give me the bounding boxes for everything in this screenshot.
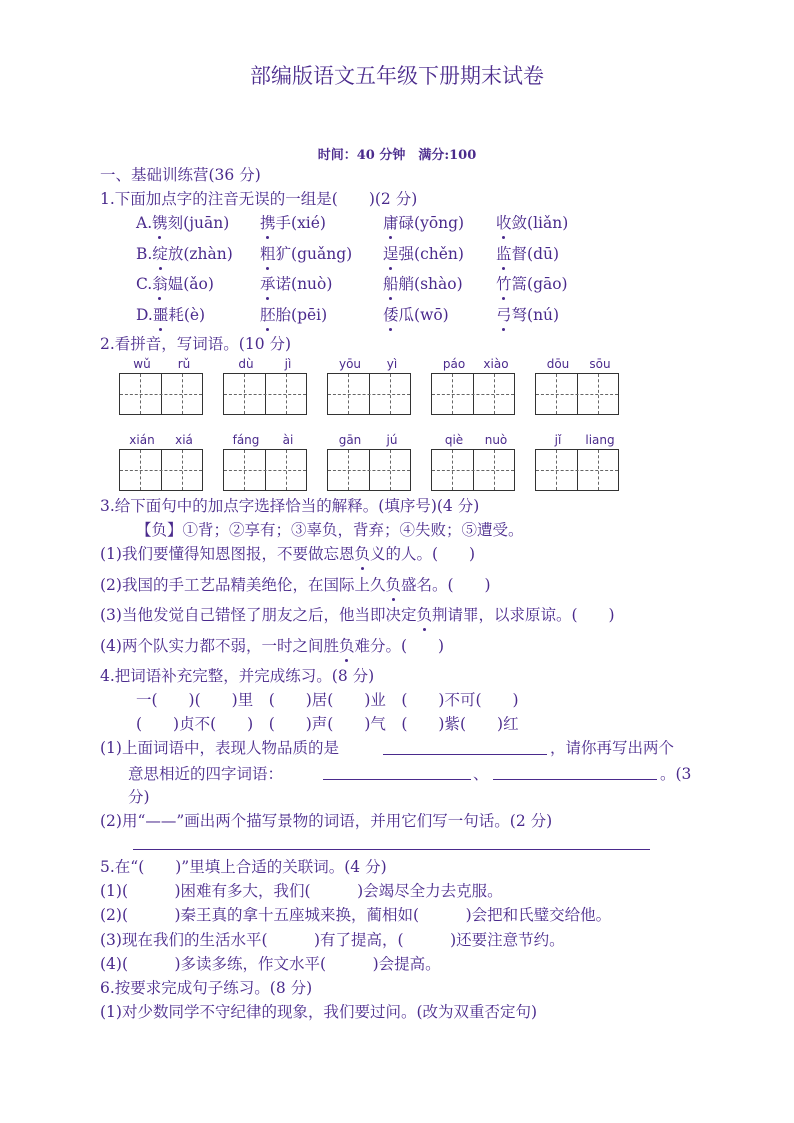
q1-word-rest: 耗(è) — [168, 305, 206, 324]
q1-word-rest: 瓜(wō) — [398, 305, 449, 324]
q3-text: 义的人。( ) — [369, 545, 476, 563]
q3-stem: 3.给下面句中的加点字选择恰当的解释。(填序号)(4 分) — [100, 497, 480, 515]
grid-line — [224, 394, 306, 395]
q3-text: (2)我国的手工艺品精美绝伦，在国际上久 — [100, 575, 386, 594]
exam-meta: 时间：40 分钟 满分:100 — [317, 148, 477, 163]
pinyin-syllable: nuò — [484, 433, 508, 447]
grid-line — [244, 450, 245, 490]
q3-text: 难分。( ) — [354, 636, 445, 655]
q3-text: (3)当他发觉自己错怪了朋友之后，他当即决定 — [100, 606, 417, 624]
writing-box[interactable] — [119, 449, 203, 491]
writing-box[interactable] — [327, 449, 411, 491]
q1-option-word — [383, 242, 464, 264]
pinyin-syllable: yōu — [338, 357, 362, 371]
q1-dotted-char: 携 — [260, 211, 276, 233]
q1-option-word — [260, 242, 352, 264]
grid-line — [328, 470, 410, 471]
q1-dotted-char: 庸 — [383, 211, 399, 233]
writing-box[interactable] — [535, 449, 619, 491]
q1-option-word — [383, 272, 463, 294]
q1-word-rest: 犷(guǎng) — [275, 244, 353, 263]
pinyin-syllable: jì — [284, 357, 292, 371]
q5-sentence: (3)现在我们的生活水平( )有了提高，( )还要注意节约。 — [100, 930, 565, 949]
q5-stem: 5.在“( )”里填上合适的关联词。(4 分) — [100, 858, 387, 876]
grid-line — [452, 450, 453, 490]
q6-stem: 6.按要求完成句子练习。(8 分) — [100, 979, 313, 997]
q3-text: (4)两个队实力都不弱，一时之间胜 — [100, 636, 339, 655]
grid-line — [348, 374, 349, 414]
q1-dotted-char: 翁 — [152, 272, 168, 294]
q1-option-letter: D. — [136, 305, 153, 324]
pinyin-syllable: yì — [386, 357, 398, 371]
grid-line — [598, 374, 599, 414]
q3-text: 荆请罪，以求原谅。( ) — [431, 606, 615, 624]
q1-dotted-char: 倭 — [383, 303, 399, 325]
writing-box[interactable] — [119, 373, 203, 415]
q1-word-rest: 碌(yōng) — [398, 214, 465, 232]
q1-word-rest: 艄(shào) — [398, 275, 463, 293]
q1-option-word — [260, 303, 327, 325]
q1-option-word — [136, 211, 229, 233]
q1-stem: 1.下面加点字的注音无误的一组是( )(2 分) — [100, 190, 418, 208]
page-title: 部编版语文五年级下册期末试卷 — [250, 64, 544, 88]
pinyin-syllable: gān — [338, 433, 362, 447]
grid-line — [328, 394, 410, 395]
q3-sentence — [100, 634, 444, 656]
writing-box[interactable] — [535, 373, 619, 415]
pinyin-syllable: liang — [585, 433, 615, 447]
pinyin-syllable: rǔ — [177, 357, 191, 371]
pinyin-syllable: dōu — [546, 357, 570, 371]
grid-line — [140, 374, 141, 414]
q4-part2-text: (2)用“——”画出两个描写景物的词语，并用它们写一句话。(2 分) — [100, 812, 553, 830]
q4-stem: 4.把词语补充完整，并完成练习。(8 分) — [100, 667, 375, 685]
q1-word-rest: 督(dū) — [511, 244, 560, 263]
grid-line — [182, 374, 183, 414]
q1-option-letter: A. — [136, 214, 153, 232]
q3-dotted-char: 负 — [354, 542, 370, 564]
q1-option-word — [136, 303, 205, 325]
q6-item-1: (1)对少数同学不守纪律的现象，我们要过问。(改为双重否定句) — [100, 1003, 538, 1021]
q1-option-word — [136, 272, 214, 294]
pinyin-syllable: ài — [282, 433, 294, 447]
q1-option-letter: C. — [136, 275, 153, 293]
q1-option-word — [383, 211, 464, 233]
q4-sentence-line[interactable] — [133, 849, 650, 850]
grid-line — [120, 470, 202, 471]
grid-line — [432, 470, 514, 471]
writing-box[interactable] — [223, 373, 307, 415]
writing-box[interactable] — [431, 373, 515, 415]
q1-option-word — [383, 303, 449, 325]
q3-sentence — [100, 573, 491, 595]
q1-option-word — [260, 211, 326, 233]
grid-line — [536, 394, 618, 395]
section-heading: 一、基础训练营(36 分) — [100, 166, 261, 184]
q4-part1-sep: 、 — [473, 765, 489, 783]
grid-line — [244, 374, 245, 414]
q1-dotted-char: 弓 — [496, 303, 512, 325]
grid-line — [494, 450, 495, 490]
q5-sentence: (4)( )多读多练，作文水平( )会提高。 — [100, 954, 441, 973]
q4-part1-text-b: ，请你再写出两个 — [550, 739, 675, 757]
q1-dotted-char: 监 — [496, 242, 512, 264]
q1-option-word — [496, 242, 559, 264]
q3-definition: 【负】①背；②享有；③辜负，背弃；④失败；⑤遭受。 — [136, 521, 524, 539]
q3-sentence — [100, 603, 615, 625]
grid-line — [598, 450, 599, 490]
q3-dotted-char: 负 — [416, 603, 432, 625]
pinyin-syllable: xiá — [175, 433, 193, 447]
q3-text: (1)我们要懂得知恩图报，不要做忘恩 — [100, 545, 355, 563]
q4-part1-text-f: 分) — [128, 788, 150, 806]
grid-line — [494, 374, 495, 414]
q4-part1-text: (1)上面词语中，表现人物品质的是 — [100, 739, 339, 757]
pinyin-syllable: páo — [442, 357, 466, 371]
q5-sentence: (1)( )困难有多大，我们( )会竭尽全力去克服。 — [100, 882, 503, 900]
grid-line — [286, 450, 287, 490]
q4-part1-text-c: 意思相近的四字词语： — [128, 765, 284, 783]
q1-option-word — [496, 211, 568, 233]
pinyin-syllable: xiào — [483, 357, 509, 371]
grid-line — [390, 374, 391, 414]
grid-line — [224, 470, 306, 471]
q1-dotted-char: 绽 — [152, 242, 168, 264]
pinyin-syllable: jú — [386, 433, 398, 447]
pinyin-syllable: xián — [129, 433, 155, 447]
q1-dotted-char: 胚 — [260, 303, 276, 325]
q3-text: 盛名。( ) — [400, 575, 491, 594]
q4-part1-text-e: 。(3 — [660, 765, 692, 783]
q1-dotted-char: 船 — [383, 272, 399, 294]
pinyin-syllable: wǔ — [133, 357, 151, 371]
q1-option-word — [496, 303, 559, 325]
grid-line — [348, 450, 349, 490]
grid-line — [390, 450, 391, 490]
writing-box[interactable] — [327, 373, 411, 415]
q1-dotted-char: 镌 — [152, 211, 168, 233]
grid-line — [556, 374, 557, 414]
q1-word-rest: 篙(gāo) — [511, 275, 568, 293]
q1-dotted-char: 承 — [260, 272, 276, 294]
q1-word-rest: 弩(nú) — [511, 305, 560, 324]
q5-sentence: (2)( )秦王真的拿十五座城来换，蔺相如( )会把和氏璧交给他。 — [100, 906, 612, 925]
pinyin-syllable: fáng — [232, 433, 260, 447]
q1-word-rest: 胎(pēi) — [275, 305, 328, 324]
q1-option-word — [260, 272, 332, 294]
q1-word-rest: 放(zhàn) — [167, 244, 233, 263]
q4-idioms-line-2: ( )贞不( ) ( )声( )气 ( )紫( )红 — [136, 715, 519, 733]
pinyin-syllable: sōu — [589, 357, 611, 371]
q3-dotted-char: 负 — [339, 634, 355, 656]
grid-line — [182, 450, 183, 490]
grid-line — [140, 450, 141, 490]
grid-line — [536, 470, 618, 471]
q2-stem: 2.看拼音，写词语。(10 分) — [100, 335, 292, 353]
q1-option-word — [136, 242, 233, 264]
grid-line — [452, 374, 453, 414]
q1-word-rest: 媪(ǎo) — [167, 275, 214, 293]
q4-answer-line[interactable] — [383, 754, 547, 755]
writing-box[interactable] — [223, 449, 307, 491]
grid-line — [120, 394, 202, 395]
q3-sentence — [100, 542, 475, 564]
q1-dotted-char: 逞 — [383, 242, 399, 264]
q1-word-rest: 刻(juān) — [167, 214, 230, 232]
grid-line — [432, 394, 514, 395]
pinyin-syllable: jǐ — [554, 433, 562, 447]
q4-answer-line[interactable] — [493, 779, 657, 780]
q1-dotted-char: 粗 — [260, 242, 276, 264]
q1-word-rest: 强(chěn) — [398, 244, 464, 263]
pinyin-syllable: dù — [238, 357, 254, 371]
q1-option-letter: B. — [136, 244, 153, 263]
q1-dotted-char: 竹 — [496, 272, 512, 294]
q1-word-rest: 诺(nuò) — [275, 275, 333, 293]
q1-dotted-char: 噩 — [153, 303, 169, 325]
pinyin-syllable: qiè — [444, 433, 464, 447]
q4-answer-line[interactable] — [323, 779, 471, 780]
q4-idioms-line-1: 一( )( )里 ( )居( )业 ( )不可( ) — [136, 691, 519, 709]
q3-dotted-char: 负 — [385, 573, 401, 595]
q1-word-rest: 手(xié) — [275, 214, 326, 232]
q1-dotted-char: 收 — [496, 211, 512, 233]
writing-box[interactable] — [431, 449, 515, 491]
grid-line — [556, 450, 557, 490]
grid-line — [286, 374, 287, 414]
q1-option-word — [496, 272, 568, 294]
q1-word-rest: 敛(liǎn) — [511, 214, 569, 232]
